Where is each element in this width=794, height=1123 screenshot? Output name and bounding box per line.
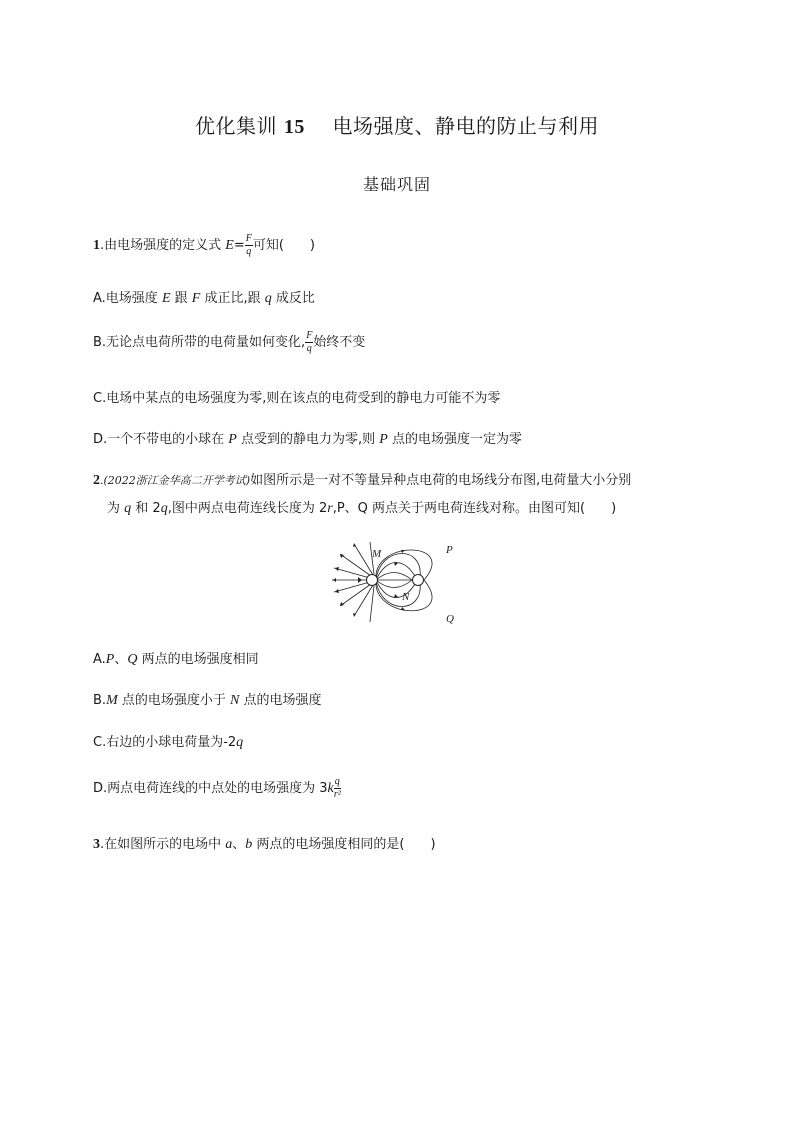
- q2-stem-line2: 为 q 和 2q,图中两点电荷连线长度为 2r,P、Q 两点关于两电荷连线对称。由图可知( ): [107, 501, 617, 516]
- q2-source: .(2022浙江金华高二开学考试): [100, 474, 251, 487]
- figure-label-n: N: [402, 591, 410, 603]
- q2-option-a: A.P、Q 两点的电场强度相同: [93, 652, 259, 667]
- q2-option-d: D.两点电荷连线的中点处的电场强度为 3k $\frac{q}{\text{r²}}$: [93, 776, 341, 800]
- title-topic: 电场强度、静电的防止与利用: [332, 114, 600, 138]
- q2-option-c: C.右边的小球电荷量为-2q: [93, 735, 244, 750]
- title-number: 15: [283, 116, 305, 138]
- page-title: [0, 110, 794, 139]
- q1-number: 1: [93, 238, 100, 253]
- q2-number: 2: [93, 473, 100, 488]
- q1-b-fraction: $\frac{F}{q}$: [306, 330, 313, 354]
- q1-fraction: $\frac{F}{q}$: [245, 233, 252, 257]
- q1-option-d: D.一个不带电的小球在 P 点受到的静电力为零,则 P 点的电场强度一定为零: [93, 432, 522, 447]
- q1-stem: 1.由电场强度的定义式 E= $\frac{F}{q}$ 可知( ): [93, 233, 315, 257]
- figure-label-q: Q: [446, 613, 454, 625]
- q1-option-c: C.电场中某点的电场强度为零,则在该点的电荷受到的静电力可能不为零: [93, 391, 501, 406]
- q2-d-fraction: $\frac{q}{\text{r²}}$: [333, 776, 341, 800]
- electric-field-lines-figure: [328, 540, 468, 626]
- title-prefix: 优化集训: [194, 114, 277, 138]
- q1-option-b: B.无论点电荷所带的电荷量如何变化, $\frac{F}{q}$ 始终不变: [93, 330, 366, 354]
- figure-label-m: M: [372, 548, 382, 560]
- q3-stem: 3.在如图所示的电场中 a、b 两点的电场强度相同的是( ): [93, 837, 436, 852]
- q3-number: 3: [93, 837, 100, 852]
- q1-option-a: A.电场强度 E 跟 F 成正比,跟 q 成反比: [93, 291, 315, 306]
- q2-option-b: B.M 点的电场强度小于 N 点的电场强度: [93, 693, 322, 708]
- section-title: 基础巩固: [362, 175, 431, 194]
- q2-stem-line1: 2.(2022浙江金华高二开学考试)如图所示是一对不等量异种点电荷的电场线分布图,电荷量大小分别: [93, 473, 632, 488]
- figure-label-p: P: [446, 544, 453, 556]
